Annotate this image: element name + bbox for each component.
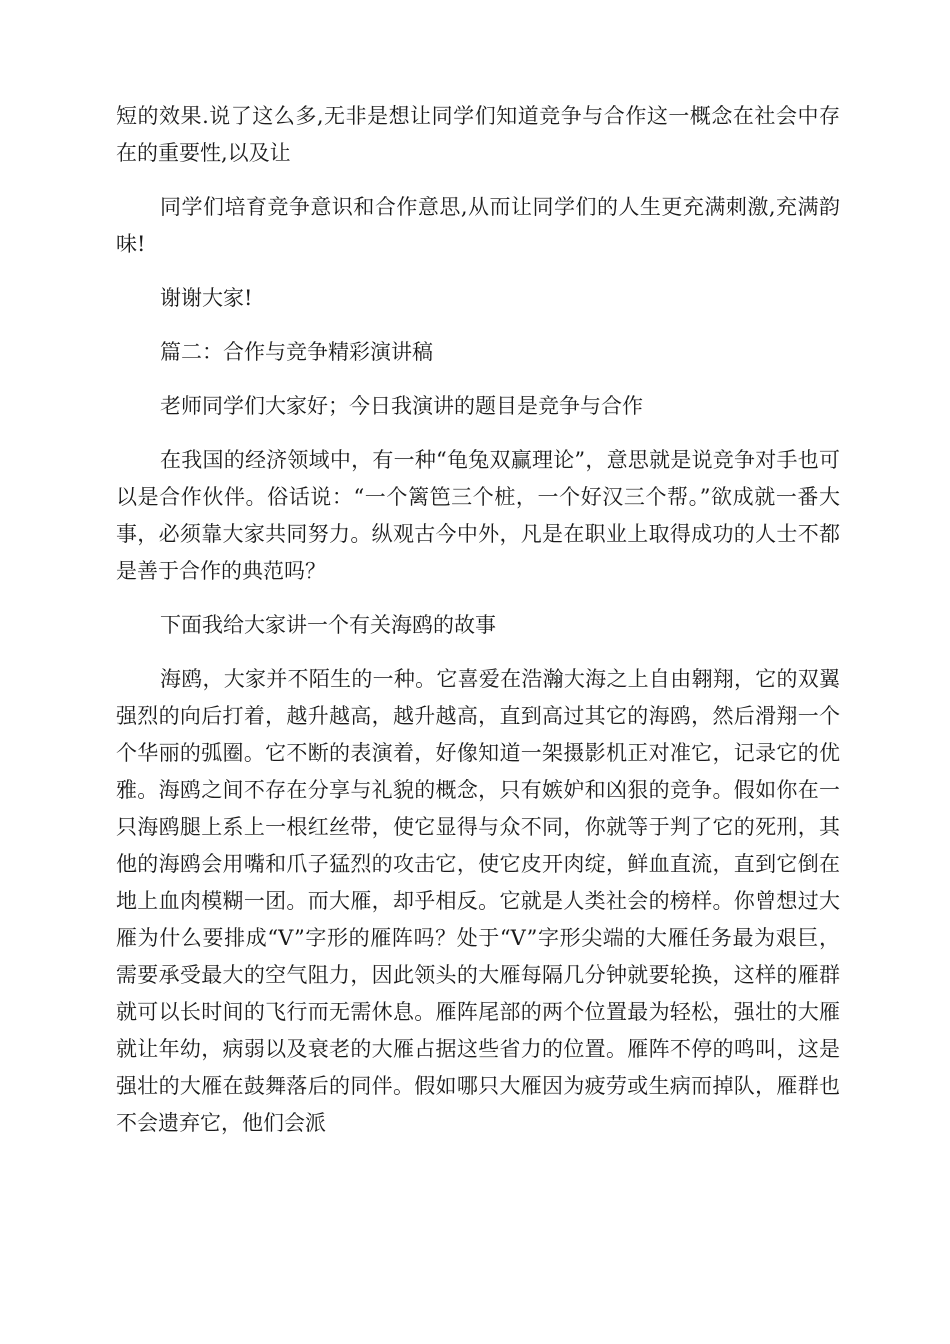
- paragraph-continuation: 短的效果.说了这么多,无非是想让同学们知道竞争与合作这一概念在社会中存在的重要性,以及让: [116, 104, 840, 165]
- paragraph-greeting: 老师同学们大家好；今日我演讲的题目是竞争与合作: [160, 394, 643, 418]
- paragraph-economy: 在我国的经济领域中，有一种“龟兔双赢理论”，意思就是说竞争对手也可以是合作伙伴。俗话说：“一个篱笆三个桩，一个好汉三个帮。”欲成就一番大事，必须靠大家共同努力。纵观古今中外，凡是在职业上取得成功的人士不都是善于合作的典范吗？: [116, 448, 840, 583]
- paragraph-cultivate: 同学们培育竞争意识和合作意思,从而让同学们的人生更充满刺激,充满韵味!: [116, 195, 840, 256]
- section-heading: 篇二：合作与竞争精彩演讲稿: [160, 340, 433, 364]
- paragraph-seagull-story: 海鸥，大家并不陌生的一种。它喜爱在浩瀚大海之上自由翱翔，它的双翼强烈的向后打着，越升越高，越升越高，直到高过其它的海鸥，然后滑翔一个个华丽的弧圈。它不断的表演着，好像知道一架摄影机正对准它，记录它的优雅。海鸥之间不存在分享与礼貌的概念，只有嫉妒和凶狠的竞争。假如你在一只海鸥腿上系上一根红丝带，使它显得与众不同，你就等于判了它的死刑，其他的海鸥会用嘴和爪子猛烈的攻击它，使它皮开肉绽，鲜血直流，直到它倒在地上血肉模糊一团。而大雁，却乎相反。它就是人类社会的榜样。你曾想过大雁为什么要排成“V”字形的雁阵吗？处于“V”字形尖端的大雁任务最为艰巨，需要承受最大的空气阻力，因此领头的大雁每隔几分钟就要轮换，这样的雁群就可以长时间的飞行而无需休息。雁阵尾部的两个位置最为轻松，强壮的大雁就让年幼，病弱以及衰老的大雁占据这些省力的位置。雁阵不停的鸣叫，这是强壮的大雁在鼓舞落后的同伴。假如哪只大雁因为疲劳或生病而掉队，雁群也不会遗弃它，他们会派: [116, 667, 840, 1135]
- paragraph-thanks: 谢谢大家!: [160, 286, 253, 310]
- paragraph-story-intro: 下面我给大家讲一个有关海鸥的故事: [160, 613, 496, 637]
